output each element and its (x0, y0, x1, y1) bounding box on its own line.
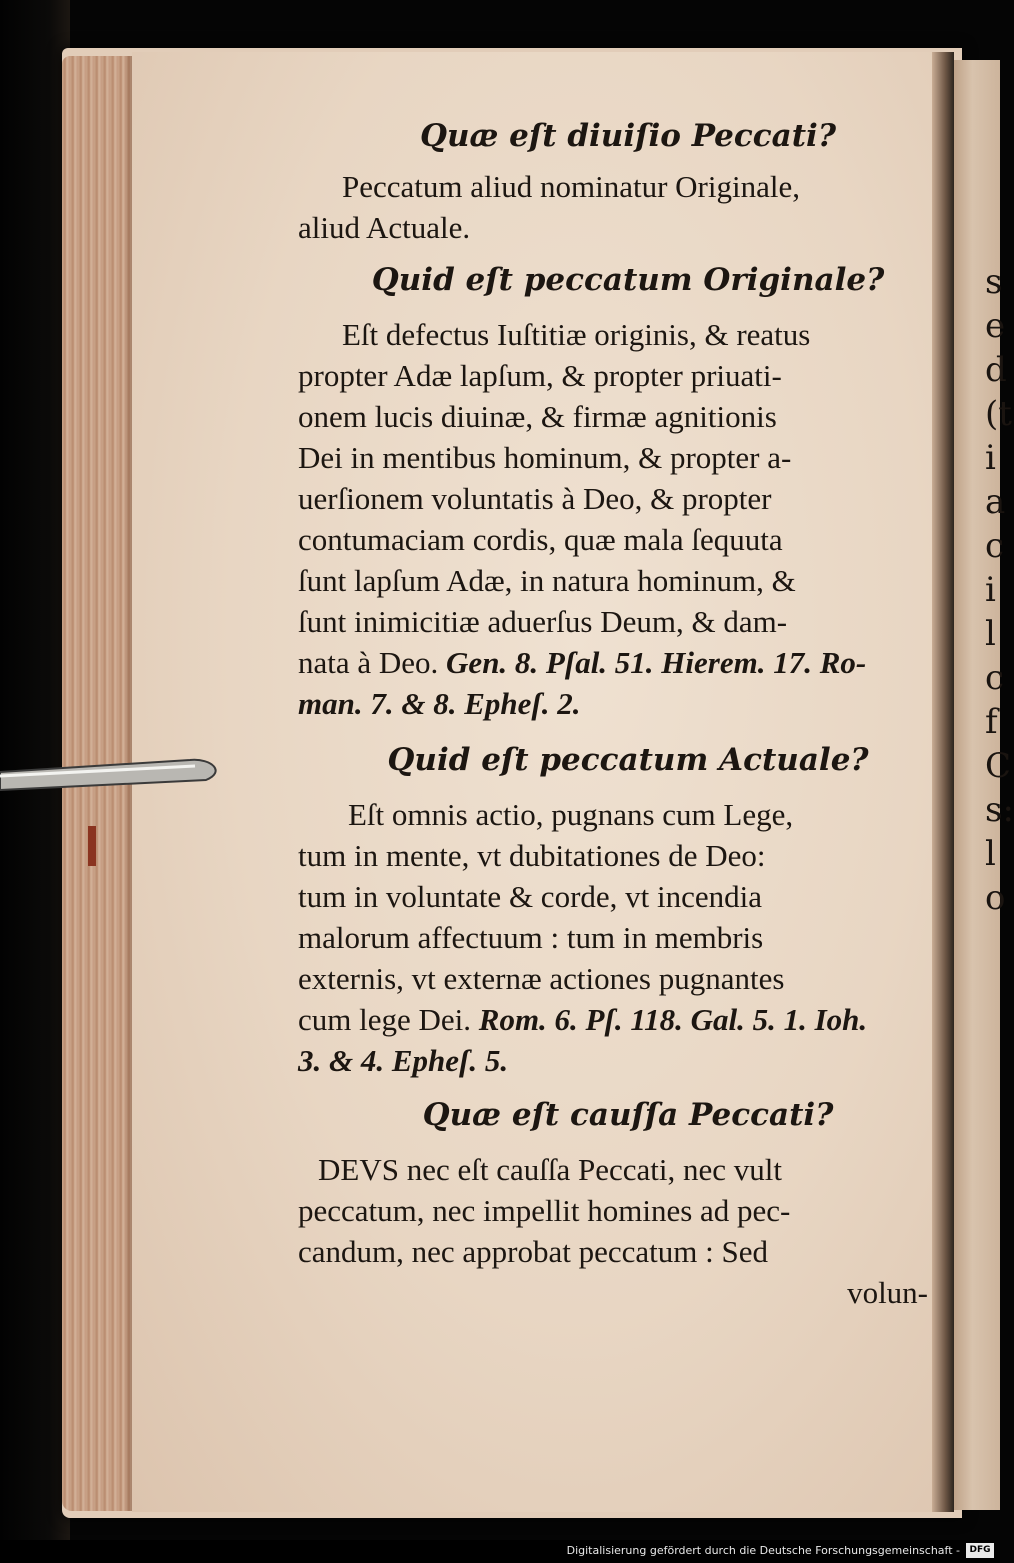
scripture-reference: man. 7. & 8. Epheſ. 2. (298, 686, 581, 721)
page-clip-icon (0, 758, 222, 792)
text-line: malorum affectuum : tum in membris (298, 920, 764, 955)
section-heading: Quid eſt peccatum Originale? (371, 262, 885, 298)
footer-bar (0, 1540, 1000, 1563)
scripture-reference: Gen. 8. Pſal. 51. Hierem. 17. Ro- (446, 645, 867, 680)
text-line: DEVS nec eſt cauſſa Peccati, nec vult (318, 1152, 782, 1187)
section-heading: Quæ eſt cauſſa Peccati? (422, 1097, 834, 1133)
section-heading: Quid eſt peccatum Actuale? (387, 742, 869, 778)
text-line: tum in voluntate & corde, vt incendia (298, 879, 763, 914)
text-line: externis, vt externæ actiones pugnantes (298, 961, 785, 996)
section-body (298, 166, 928, 248)
dfg-logo: DFG (966, 1543, 994, 1558)
text-line: ſunt lapſum Adæ, in natura hominum, & (298, 563, 796, 598)
text-line: propter Adæ lapſum, & propter priuati- (298, 358, 782, 393)
text-line (298, 999, 928, 1040)
text-line: aliud Actuale. (298, 210, 471, 245)
text-line: Eſt omnis actio, pugnans cum Lege, (348, 797, 794, 832)
section-heading: Quæ eſt diuiſio Peccati? (419, 118, 837, 154)
funding-notice: Digitalisierung gefördert durch die Deutsche Forschungsgemeinschaft - (566, 1544, 960, 1557)
page-text (298, 118, 928, 1313)
text-line: tum in mente, vt dubitationes de Deo: (298, 838, 766, 873)
text-line: ſunt inimicitiæ aduerſus Deum, & dam- (298, 604, 788, 639)
text-line (298, 642, 928, 683)
text-line: candum, nec approbat peccatum : Sed (298, 1234, 768, 1269)
text-line: onem lucis diuinæ, & firmæ agnitionis (298, 399, 777, 434)
text-line: Dei in mentibus hominum, & propter a- (298, 440, 792, 475)
text-line: peccatum, nec impellit homines ad pec- (298, 1193, 791, 1228)
scripture-reference: 3. & 4. Epheſ. 5. (298, 1043, 509, 1078)
section-body (298, 1149, 928, 1313)
section-body (298, 314, 928, 724)
book-gutter (932, 52, 954, 1512)
facing-page-glyphs: se d(t ia c i l c f C s: l o (985, 262, 1014, 918)
section-body (298, 794, 928, 1081)
text-line: contumaciam cordis, quæ mala ſequuta (298, 522, 783, 557)
text-line: Peccatum aliud nominatur Originale, (342, 169, 800, 204)
text-fragment: cum lege Dei. (298, 1002, 472, 1037)
text-fragment: nata à Deo. (298, 645, 439, 680)
scripture-reference: Rom. 6. Pſ. 118. Gal. 5. 1. Ioh. (478, 1002, 868, 1037)
red-ribbon-mark (88, 826, 96, 866)
catchword: volun- (847, 1275, 928, 1310)
text-line: Eſt defectus Iuſtitiæ originis, & reatus (342, 317, 811, 352)
text-line: uerſionem voluntatis à Deo, & propter (298, 481, 772, 516)
